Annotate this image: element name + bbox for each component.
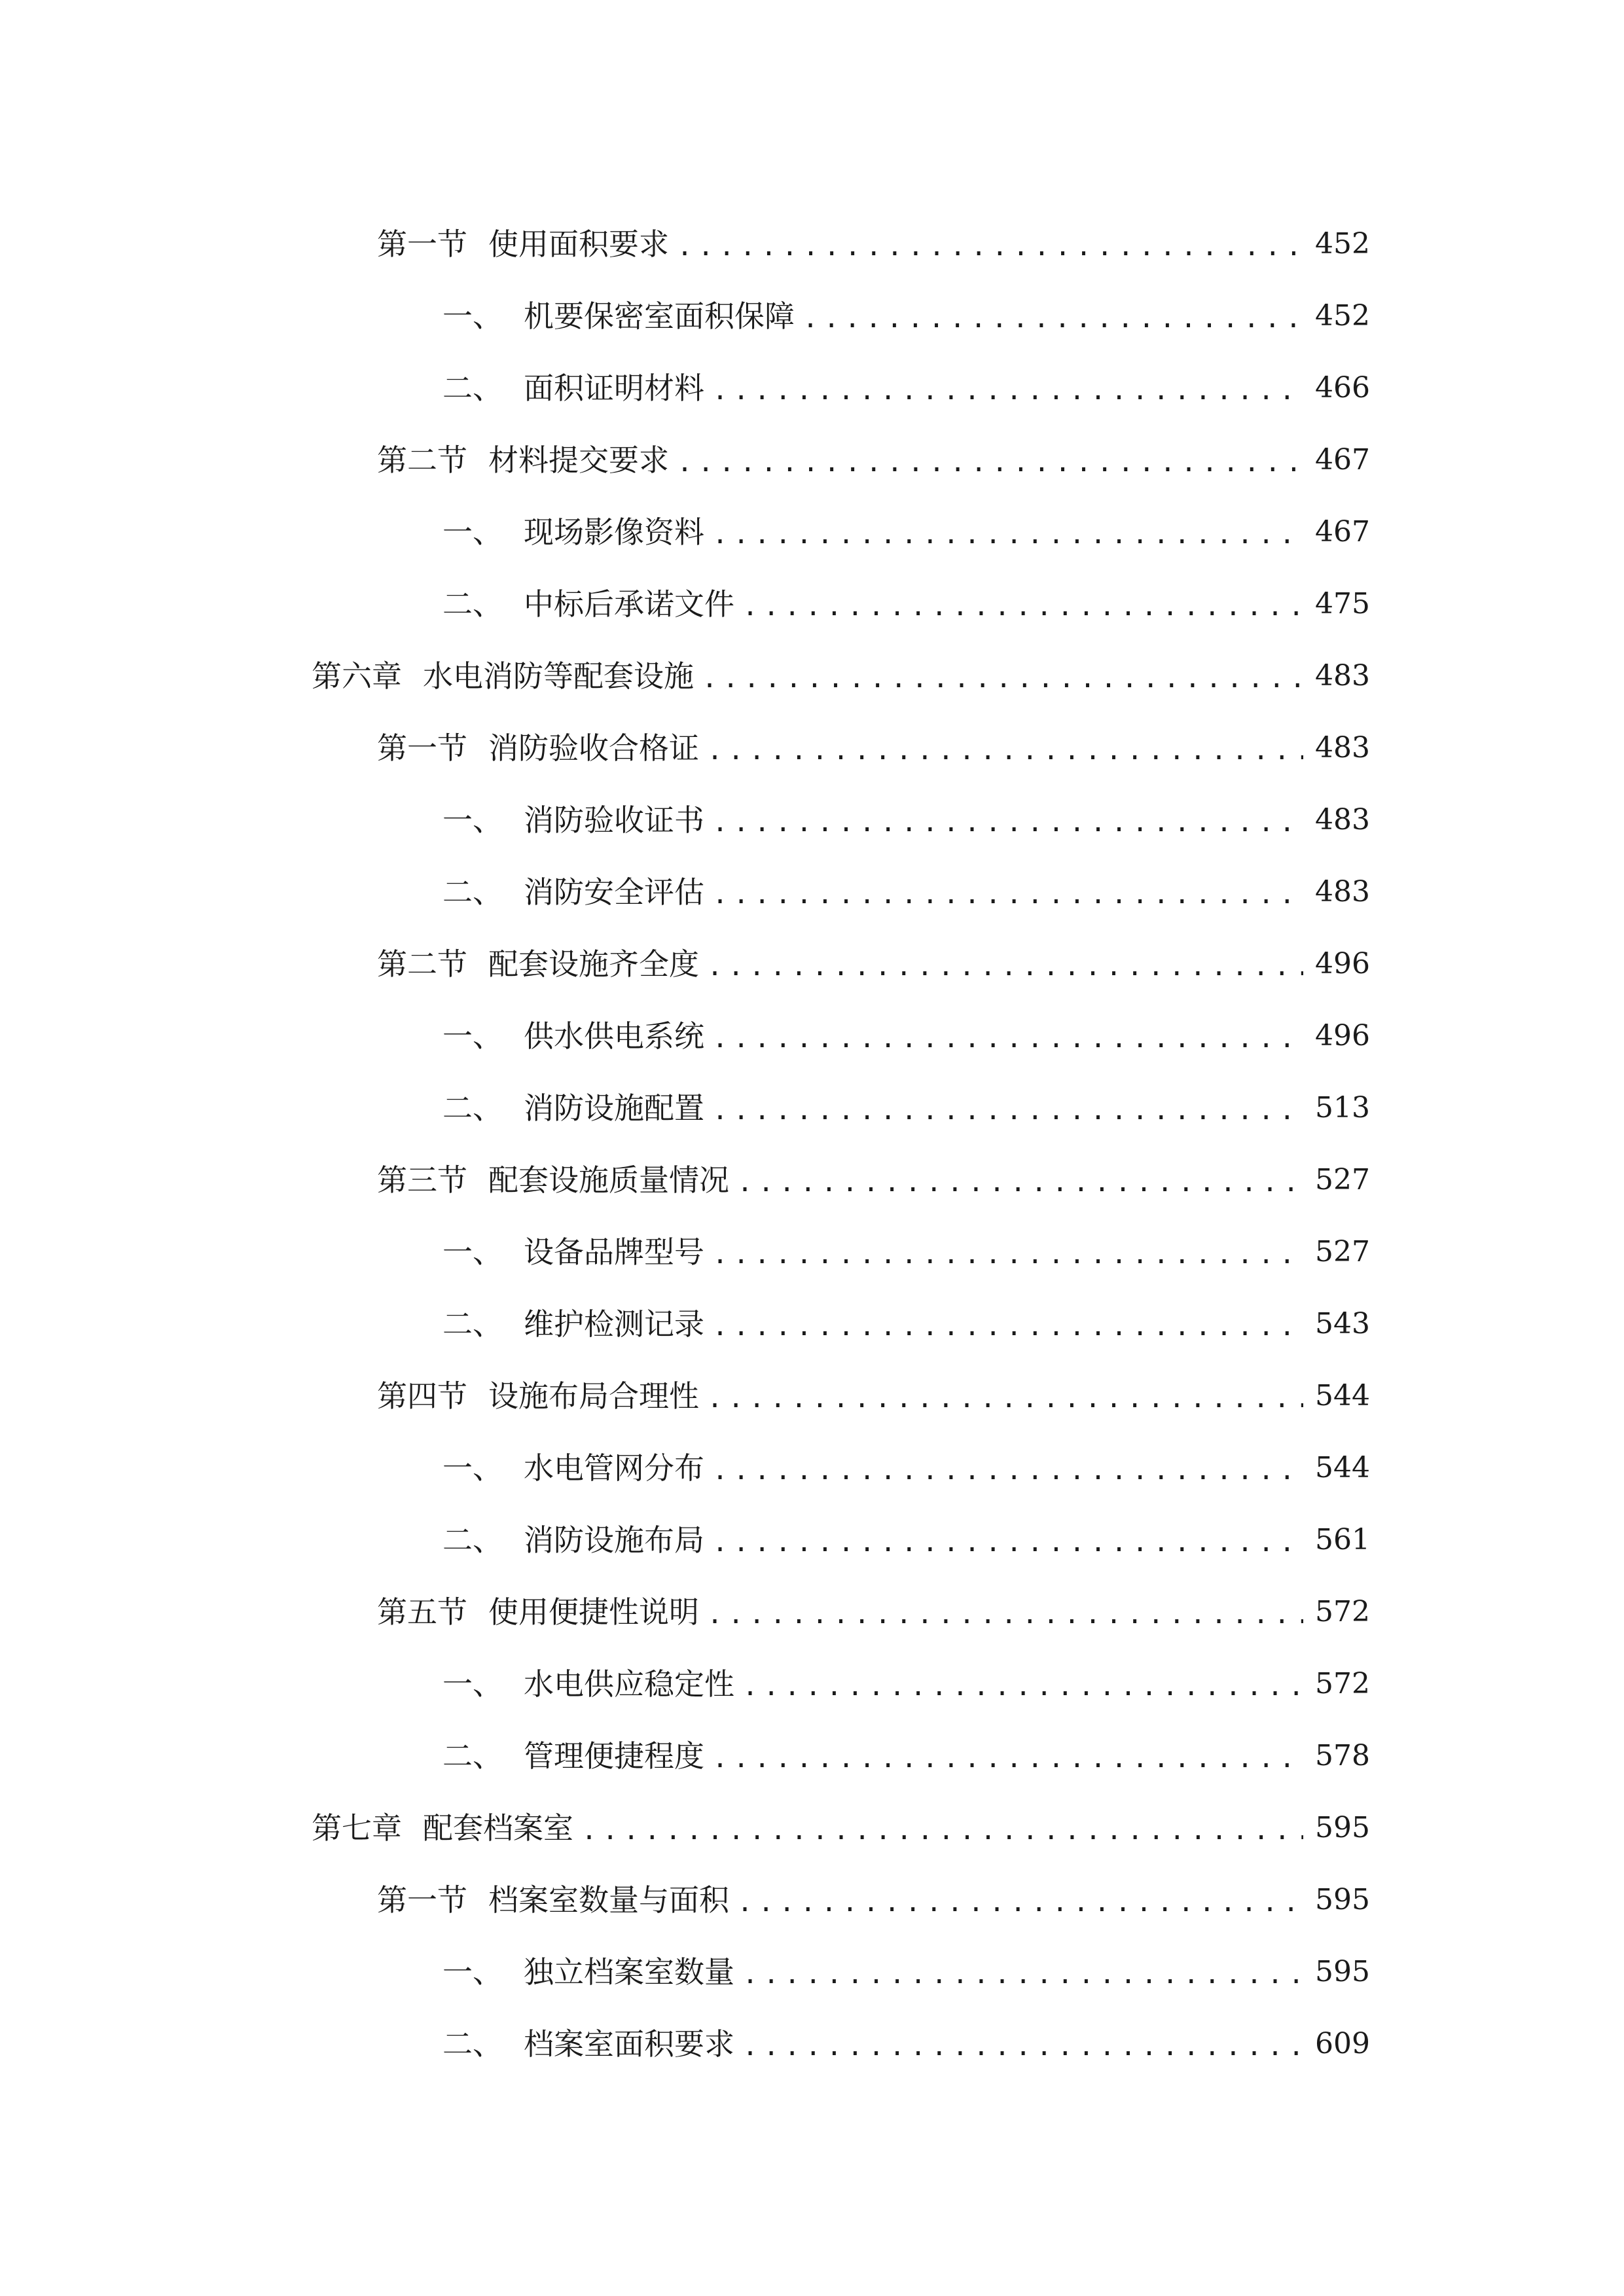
toc-entry[interactable] (0, 640, 1370, 712)
entry-title: 水电供应稳定性 (524, 1666, 734, 1702)
entry-title: 现场影像资料 (524, 514, 704, 550)
entry-page-number: 561 (1315, 1523, 1370, 1556)
entry-title: 材料提交要求 (488, 442, 669, 478)
toc-entry[interactable] (0, 856, 1370, 928)
dot-leader (737, 1168, 1303, 1198)
entry-page-number: 578 (1315, 1739, 1370, 1772)
toc-entry[interactable] (0, 1576, 1370, 1648)
entry-title: 配套设施齐全度 (488, 946, 699, 982)
entry-title: 配套档案室 (423, 1810, 573, 1846)
entry-prefix: 第七章 (312, 1810, 402, 1846)
entry-title: 水电管网分布 (524, 1450, 704, 1486)
entry-prefix: 二、 (442, 586, 503, 622)
entry-page-number: 527 (1315, 1163, 1370, 1196)
toc-entry[interactable] (0, 1432, 1370, 1504)
entry-page-number: 452 (1315, 299, 1370, 332)
dot-leader (712, 1528, 1303, 1558)
dot-leader (712, 1744, 1303, 1774)
dot-leader (702, 664, 1303, 694)
dot-leader (712, 808, 1303, 838)
toc-entry[interactable] (0, 1648, 1370, 1720)
entry-page-number: 496 (1315, 947, 1370, 980)
entry-title: 使用面积要求 (488, 226, 669, 262)
toc-entry[interactable] (0, 496, 1370, 568)
entry-title: 消防验收证书 (524, 802, 704, 838)
entry-prefix: 二、 (442, 1306, 503, 1342)
entry-prefix: 第二节 (377, 442, 467, 478)
entry-page-number: 466 (1315, 371, 1370, 404)
entry-prefix: 第一节 (377, 1882, 467, 1918)
entry-title: 面积证明材料 (524, 370, 704, 406)
entry-title: 管理便捷程度 (524, 1738, 704, 1774)
entry-page-number: 572 (1315, 1667, 1370, 1700)
table-of-contents (0, 208, 1624, 2080)
entry-title: 独立档案室数量 (524, 1954, 734, 1990)
entry-page-number: 595 (1315, 1811, 1370, 1844)
entry-page-number: 527 (1315, 1235, 1370, 1268)
entry-title: 档案室面积要求 (524, 2026, 734, 2062)
entry-page-number: 609 (1315, 2027, 1370, 2060)
toc-entry[interactable] (0, 1864, 1370, 1936)
entry-prefix: 第五节 (377, 1594, 467, 1630)
entry-prefix: 一、 (442, 514, 503, 550)
dot-leader (712, 880, 1303, 910)
dot-leader (712, 1024, 1303, 1054)
entry-page-number: 483 (1315, 659, 1370, 692)
entry-title: 档案室数量与面积 (488, 1882, 729, 1918)
entry-prefix: 第三节 (377, 1162, 467, 1198)
toc-entry[interactable] (0, 1216, 1370, 1288)
dot-leader (707, 1384, 1303, 1414)
entry-prefix: 一、 (442, 1450, 503, 1486)
entry-title: 消防安全评估 (524, 874, 704, 910)
toc-entry[interactable] (0, 280, 1370, 352)
entry-page-number: 496 (1315, 1019, 1370, 1052)
entry-page-number: 543 (1315, 1307, 1370, 1340)
entry-prefix: 二、 (442, 1522, 503, 1558)
entry-prefix: 第六章 (312, 658, 402, 694)
entry-title: 使用便捷性说明 (488, 1594, 699, 1630)
entry-page-number: 475 (1315, 587, 1370, 620)
dot-leader (707, 1600, 1303, 1630)
entry-prefix: 第一节 (377, 730, 467, 766)
dot-leader (677, 448, 1303, 478)
entry-page-number: 544 (1315, 1451, 1370, 1484)
dot-leader (712, 1240, 1303, 1270)
toc-entry[interactable] (0, 1360, 1370, 1432)
toc-entry[interactable] (0, 928, 1370, 1000)
toc-entry[interactable] (0, 1288, 1370, 1360)
entry-title: 供水供电系统 (524, 1018, 704, 1054)
entry-prefix: 一、 (442, 1234, 503, 1270)
entry-page-number: 595 (1315, 1883, 1370, 1916)
toc-entry[interactable] (0, 712, 1370, 784)
dot-leader (742, 1960, 1303, 1990)
entry-prefix: 二、 (442, 874, 503, 910)
toc-entry[interactable] (0, 352, 1370, 424)
dot-leader (712, 1312, 1303, 1342)
entry-title: 中标后承诺文件 (524, 586, 734, 622)
entry-page-number: 483 (1315, 875, 1370, 908)
dot-leader (742, 1672, 1303, 1702)
toc-entry[interactable] (0, 1144, 1370, 1216)
toc-entry[interactable] (0, 1792, 1370, 1864)
entry-prefix: 二、 (442, 1090, 503, 1126)
toc-entry[interactable] (0, 1720, 1370, 1792)
toc-entry[interactable] (0, 1000, 1370, 1072)
dot-leader (742, 592, 1303, 622)
entry-page-number: 467 (1315, 443, 1370, 476)
toc-entry[interactable] (0, 1072, 1370, 1144)
toc-entry[interactable] (0, 784, 1370, 856)
entry-prefix: 一、 (442, 298, 503, 334)
entry-title: 设备品牌型号 (524, 1234, 704, 1270)
entry-title: 消防设施配置 (524, 1090, 704, 1126)
dot-leader (712, 376, 1303, 406)
dot-leader (707, 952, 1303, 982)
entry-title: 设施布局合理性 (488, 1378, 699, 1414)
dot-leader (712, 1456, 1303, 1486)
entry-page-number: 595 (1315, 1955, 1370, 1988)
toc-entry[interactable] (0, 2008, 1370, 2080)
dot-leader (737, 1888, 1303, 1918)
entry-title: 维护检测记录 (524, 1306, 704, 1342)
dot-leader (707, 736, 1303, 766)
entry-prefix: 第四节 (377, 1378, 467, 1414)
dot-leader (712, 1096, 1303, 1126)
toc-entry[interactable] (0, 1936, 1370, 2008)
dot-leader (581, 1816, 1303, 1846)
entry-prefix: 一、 (442, 1018, 503, 1054)
entry-page-number: 483 (1315, 731, 1370, 764)
toc-entry[interactable] (0, 424, 1370, 496)
entry-page-number: 544 (1315, 1379, 1370, 1412)
toc-entry[interactable] (0, 208, 1370, 280)
dot-leader (677, 232, 1303, 262)
dot-leader (803, 304, 1303, 334)
entry-title: 消防设施布局 (524, 1522, 704, 1558)
entry-prefix: 一、 (442, 1666, 503, 1702)
toc-entry[interactable] (0, 1504, 1370, 1576)
entry-prefix: 二、 (442, 1738, 503, 1774)
entry-title: 配套设施质量情况 (488, 1162, 729, 1198)
entry-prefix: 一、 (442, 1954, 503, 1990)
entry-prefix: 第二节 (377, 946, 467, 982)
dot-leader (712, 520, 1303, 550)
entry-prefix: 二、 (442, 2026, 503, 2062)
entry-title: 水电消防等配套设施 (423, 658, 694, 694)
entry-title: 消防验收合格证 (488, 730, 699, 766)
entry-page-number: 467 (1315, 515, 1370, 548)
entry-page-number: 452 (1315, 227, 1370, 260)
entry-prefix: 第一节 (377, 226, 467, 262)
dot-leader (742, 2032, 1303, 2062)
entry-prefix: 二、 (442, 370, 503, 406)
entry-page-number: 483 (1315, 803, 1370, 836)
entry-title: 机要保密室面积保障 (524, 298, 795, 334)
entry-prefix: 一、 (442, 802, 503, 838)
entry-page-number: 513 (1315, 1091, 1370, 1124)
entry-page-number: 572 (1315, 1595, 1370, 1628)
toc-entry[interactable] (0, 568, 1370, 640)
